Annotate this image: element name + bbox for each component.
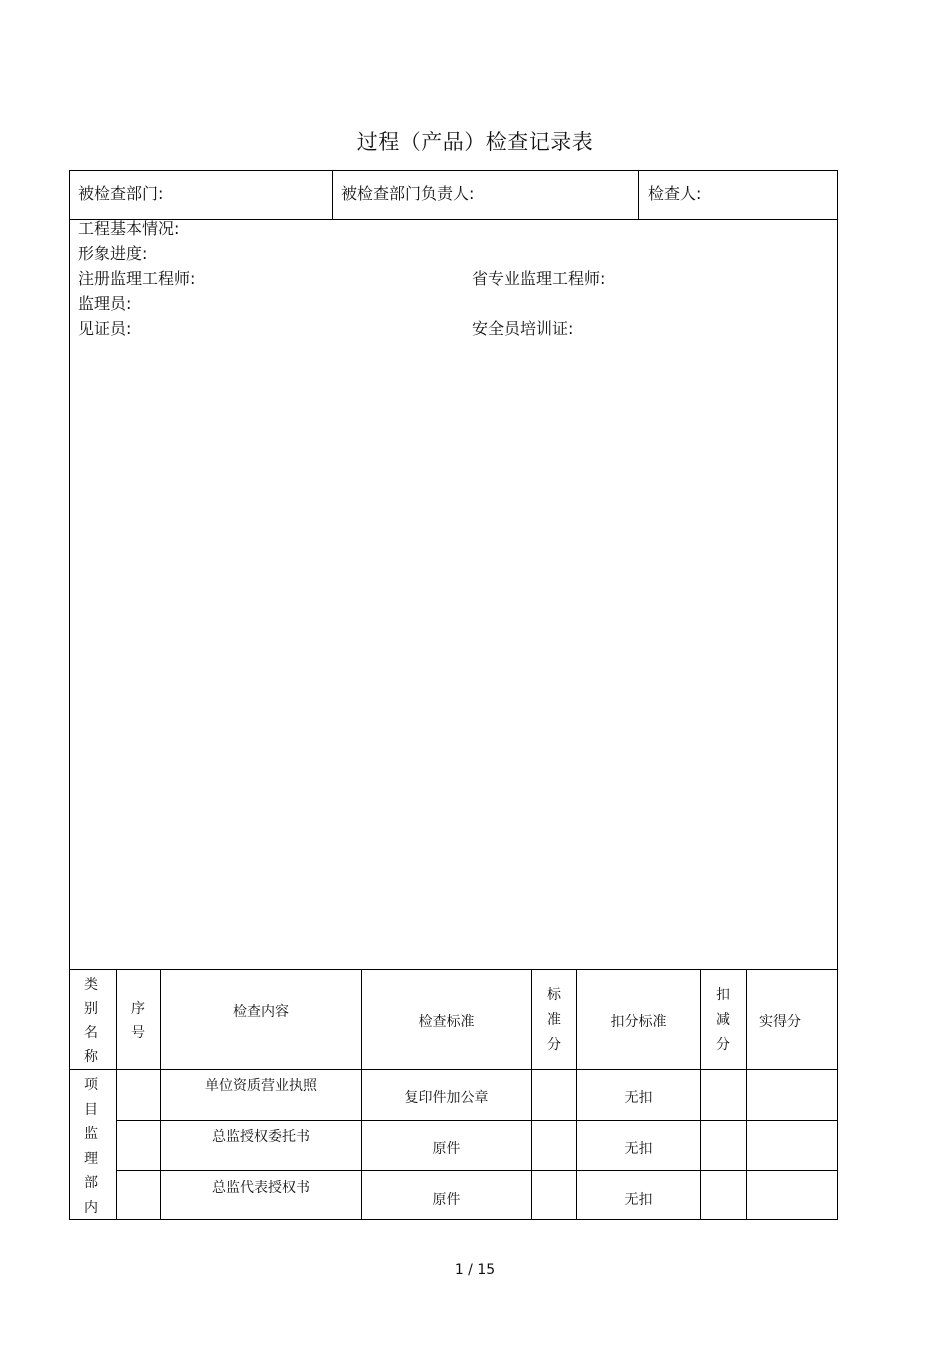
table-row-line [116, 1120, 837, 1121]
supervisor-label: 监理员: [78, 294, 132, 313]
table-top-line [70, 969, 837, 970]
page-title: 过程（产品）检查记录表 [356, 130, 594, 154]
table-row-line [116, 1170, 837, 1171]
col-header-content: 检查内容 [233, 1004, 289, 1020]
col-header-deduct: 扣减分 [716, 987, 730, 1053]
header-col-divider [332, 171, 333, 219]
col-header-deduct-std: 扣分标准 [610, 1014, 667, 1030]
col-header-category: 类别名称 [84, 977, 98, 1065]
safety-training-label: 安全员培训证: [472, 319, 574, 338]
col-header-seq: 序号 [131, 1001, 145, 1041]
dept-label: 被检查部门: [78, 184, 164, 203]
header-row-divider [70, 219, 837, 220]
table-row-content: 单位资质营业执照 [205, 1078, 317, 1094]
table-col-line [746, 969, 747, 1219]
category-cell: 项目监理部内 [84, 1077, 98, 1216]
inspector-label: 检查人: [648, 184, 702, 203]
progress-label: 形象进度: [78, 244, 148, 263]
table-row-deduct-std: 无扣 [624, 1192, 653, 1208]
table-row-standard: 原件 [432, 1141, 461, 1157]
table-row-deduct-std: 无扣 [624, 1141, 653, 1157]
col-header-standard: 检查标准 [418, 1014, 475, 1030]
project-basic-label: 工程基本情况: [78, 219, 180, 238]
table-row-standard: 复印件加公章 [404, 1090, 489, 1106]
table-header-bottom-line [70, 1069, 837, 1070]
table-col-line [700, 969, 701, 1219]
provincial-engineer-label: 省专业监理工程师: [472, 269, 606, 288]
col-header-std-score: 标准分 [547, 987, 561, 1053]
header-col-divider [638, 171, 639, 219]
record-form [69, 170, 838, 1220]
table-row-standard: 原件 [432, 1192, 461, 1208]
col-header-actual: 实得分 [759, 1014, 801, 1030]
page-number: 1 / 15 [454, 1262, 496, 1278]
table-row-content: 总监授权委托书 [212, 1129, 310, 1145]
dept-head-label: 被检查部门负责人: [341, 184, 475, 203]
table-col-line [531, 969, 532, 1219]
witness-label: 见证员: [78, 319, 132, 338]
table-row-content: 总监代表授权书 [212, 1180, 310, 1196]
table-col-line [116, 969, 117, 1219]
table-row-deduct-std: 无扣 [624, 1090, 653, 1106]
registered-engineer-label: 注册监理工程师: [78, 269, 196, 288]
